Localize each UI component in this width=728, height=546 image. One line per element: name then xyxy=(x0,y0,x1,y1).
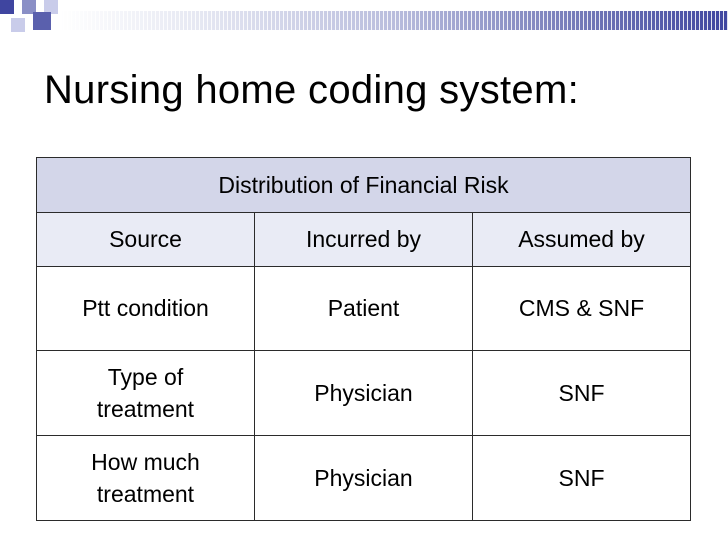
table-row xyxy=(37,436,691,521)
slide-title: Nursing home coding system: xyxy=(44,68,579,112)
cell-assumed-by: SNF xyxy=(473,351,691,436)
cell-assumed-by: SNF xyxy=(473,436,691,521)
decor-square-icon xyxy=(0,0,14,14)
decor-square-icon xyxy=(11,18,25,32)
cell-incurred-by: Patient xyxy=(255,267,473,351)
cell-source: How much treatment xyxy=(37,436,255,521)
cell-incurred-by: Physician xyxy=(255,436,473,521)
table-header-row xyxy=(37,213,691,267)
table-row xyxy=(37,351,691,436)
table-caption: Distribution of Financial Risk xyxy=(37,158,691,213)
cell-source: Type of treatment xyxy=(37,351,255,436)
table-row xyxy=(37,267,691,351)
table-caption-row xyxy=(37,158,691,213)
cell-assumed-by: CMS & SNF xyxy=(473,267,691,351)
header-source: Source xyxy=(37,213,255,267)
financial-risk-table xyxy=(36,157,691,521)
header-assumed-by: Assumed by xyxy=(473,213,691,267)
decor-square-icon xyxy=(33,12,51,30)
cell-incurred-by: Physician xyxy=(255,351,473,436)
decor-gradient-stripe xyxy=(60,11,728,30)
decorative-header-bar xyxy=(0,0,728,40)
cell-source: Ptt condition xyxy=(37,267,255,351)
header-incurred-by: Incurred by xyxy=(255,213,473,267)
